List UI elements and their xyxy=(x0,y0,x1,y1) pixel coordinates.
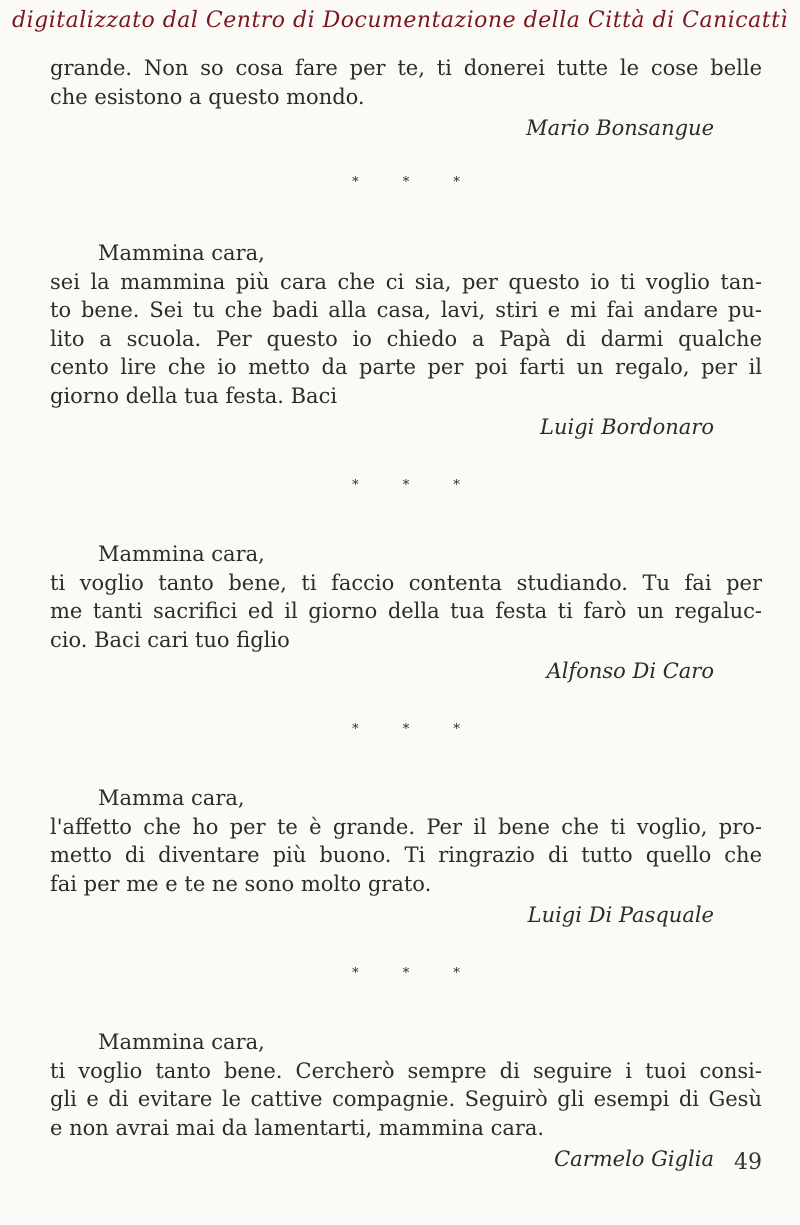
salutation: Mammina cara, xyxy=(98,1030,265,1054)
text-line: l'affetto che ho per te è grande. Per il bene che ti voglio, pro- xyxy=(50,814,762,839)
letter-entry xyxy=(50,784,762,930)
text-line: ti voglio tanto bene. Cercherò sempre di seguire i tuoi consi- xyxy=(50,1058,762,1083)
text-line: to bene. Sei tu che badi alla casa, lavi, stiri e mi fai andare pu- xyxy=(50,298,762,322)
salutation: Mamma cara, xyxy=(98,786,245,810)
letter-entry xyxy=(50,1028,762,1174)
watermark: digitalizzato dal Centro di Documentazione della Città di Canicattì xyxy=(12,8,788,33)
letter-entry xyxy=(50,239,762,442)
letter-entry xyxy=(50,540,762,686)
text-line: giorno della tua festa. Baci xyxy=(50,383,338,408)
signature: Luigi Bordonaro xyxy=(540,415,714,439)
letter-text xyxy=(50,569,762,655)
text-line: lito a scuola. Per questo io chiedo a Papà di darmi qualche xyxy=(50,326,762,351)
letter-text xyxy=(50,268,762,411)
text-line: sei la mammina più cara che ci sia, per questo io ti voglio tan- xyxy=(50,269,762,294)
signature: Alfonso Di Caro xyxy=(546,659,714,683)
letter-text xyxy=(50,54,762,111)
separator: * * * xyxy=(352,966,480,981)
letter-text xyxy=(50,813,762,899)
text-line: metto di diventare più buono. Ti ringrazio di tutto quello che xyxy=(50,843,762,867)
signature: Luigi Di Pasquale xyxy=(527,903,714,927)
text-line: cento lire che io metto da parte per poi farti un regalo, per il xyxy=(50,355,762,379)
salutation: Mammina cara, xyxy=(98,241,265,265)
text-line: cio. Baci cari tuo figlio xyxy=(50,627,290,652)
letter-text xyxy=(50,1057,762,1143)
page-number: 49 xyxy=(734,1150,762,1175)
separator: * * * xyxy=(352,722,480,737)
text-line: grande. Non so cosa fare per te, ti donerei tutte le cose belle xyxy=(50,56,762,80)
text-line: ti voglio tanto bene, ti faccio contenta studiando. Tu fai per xyxy=(50,570,762,595)
text-line: gli e di evitare le cattive compagnie. Seguirò gli esempi di Gesù xyxy=(50,1087,762,1111)
text-line: me tanti sacrifici ed il giorno della tua festa ti farò un regaluc- xyxy=(50,599,762,623)
separator: * * * xyxy=(352,175,480,190)
separator: * * * xyxy=(352,478,480,493)
signature: Mario Bonsangue xyxy=(526,116,714,140)
text-line: e non avrai mai da lamentarti, mammina cara. xyxy=(50,1115,545,1140)
letter-entry xyxy=(50,54,762,143)
text-line: che esistono a questo mondo. xyxy=(50,84,365,109)
signature: Carmelo Giglia xyxy=(554,1147,714,1171)
salutation: Mammina cara, xyxy=(98,542,265,566)
page-body xyxy=(50,54,762,1174)
text-line: fai per me e te ne sono molto grato. xyxy=(50,871,432,896)
